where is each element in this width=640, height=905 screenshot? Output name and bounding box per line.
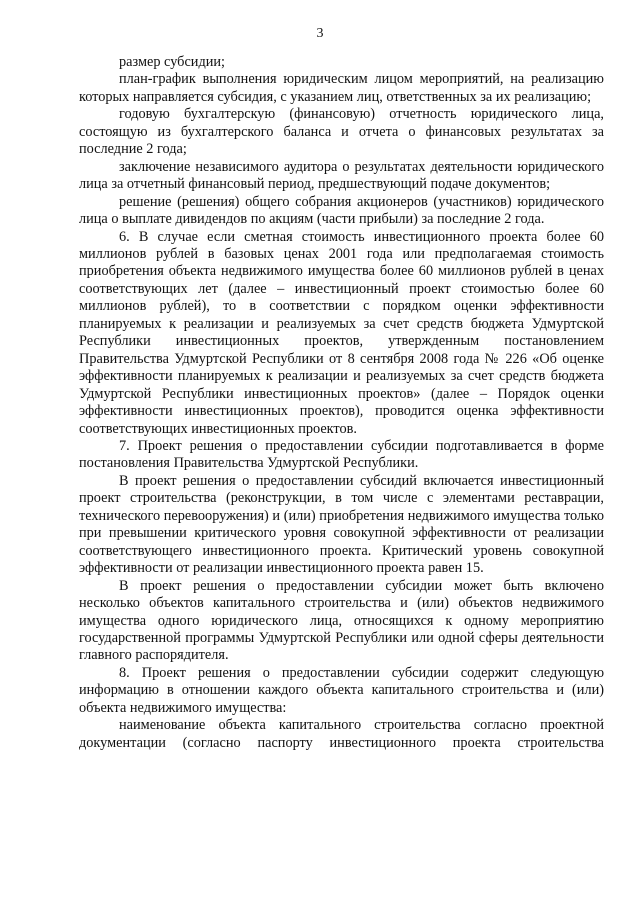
page-number: 3 bbox=[316, 26, 324, 41]
paragraph-critical-level: В проект решения о предоставлении субсидий включается инвестиционный проект строительства (реконструкции, в том числе с элементами реставрации, технического перевооружения) и (или) приобретения недвижимого имущества только при превышении критического уровня совокупной эффективности от реализации соответствующего инвестиционного проекта. Критический уровень совокупной эффективности от реализации инвестиционного проекта равен 15. bbox=[79, 472, 604, 577]
paragraph-item-8: 8. Проект решения о предоставлении субсидии содержит следующую информацию в отношении каждого объекта капитального строительства и (или) объекта недвижимого имущества: bbox=[79, 664, 604, 716]
paragraph-item-6: 6. В случае если сметная стоимость инвестиционного проекта более 60 миллионов рублей в базовых ценах 2001 года или предполагаемая стоимость приобретения объекта недвижимого имущества более 60 миллионов рублей в ценах соответствующих лет (далее – инвестиционный проект стоимостью более 60 миллионов рублей), то в соответствии с порядком оценки эффективности планируемых к реализации и реализуемых за счет средств бюджета Удмуртской Республики инвестиционных проектов, утвержденным постановлением Правительства Удмуртской Республики от 8 сентября 2008 года № 226 «Об оценке эффективности планируемых к реализации и реализуемых за счет средств бюджета Удмуртской Республики инвестиционных проектов» (далее – Порядок оценки эффективности инвестиционных проектов), проводится оценка эффективности соответствующих инвестиционных проектов. bbox=[79, 228, 604, 437]
paragraph-accounting-report: годовую бухгалтерскую (финансовую) отчетность юридического лица, состоящую из бухгалтерского баланса и отчета о финансовых результатах за последние 2 года; bbox=[79, 106, 604, 158]
paragraph-schedule: план-график выполнения юридическим лицом мероприятий, на реализацию которых направляется субсидия, с указанием лиц, ответственных за их реализацию; bbox=[79, 71, 604, 105]
document-body bbox=[79, 54, 604, 752]
paragraph-dividends-decision: решение (решения) общего собрания акционеров (участников) юридического лица о выплате дивидендов по акциям (части прибыли) за последние 2 года. bbox=[79, 193, 604, 228]
paragraph-multiple-objects: В проект решения о предоставлении субсидии может быть включено несколько объектов капитального строительства и (или) объектов недвижимого имущества одного юридического лица, относящихся к одному мероприятию государственной программы Удмуртской Республики или одной сферы деятельности главного распорядителя. bbox=[79, 577, 604, 664]
paragraph-object-name: наименование объекта капитального строительства согласно проектной документации (согласно паспорту инвестиционного проекта строительства bbox=[79, 717, 604, 751]
paragraph-auditor-conclusion: заключение независимого аудитора о результатах деятельности юридического лица за отчетный финансовый период, предшествующий подаче документов; bbox=[79, 158, 604, 193]
paragraph-item-7: 7. Проект решения о предоставлении субсидии подготавливается в форме постановления Правительства Удмуртской Республики. bbox=[79, 437, 604, 472]
paragraph-subsidy-amount: размер субсидии; bbox=[119, 54, 225, 70]
